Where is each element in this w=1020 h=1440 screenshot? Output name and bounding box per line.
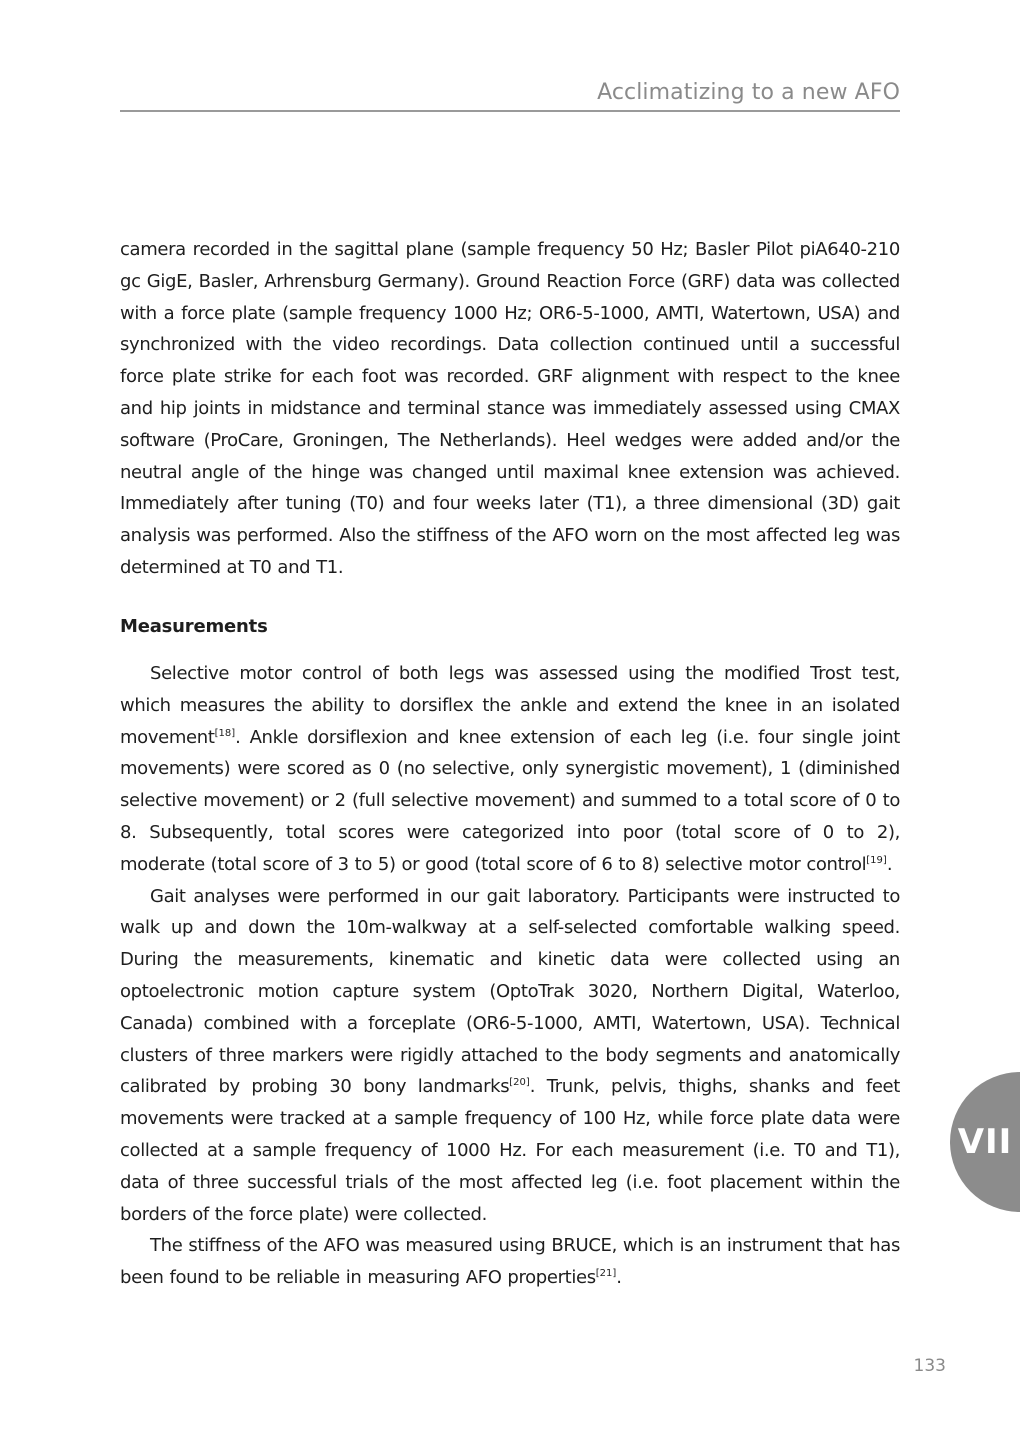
paragraph-text: The stiffness of the AFO was measured using BRUCE, which is an instrument that has been found to be reliable in measuring AFO properties xyxy=(120,1235,900,1289)
paragraph-text: . Trunk, pelvis, thighs, shanks and feet movements were tracked at a sample frequency of 100 Hz, while force plate data were collected at a sample frequency of 1000 Hz. For each measurement (i.e. T0 and T1), data of three successful trials of the most affected leg (i.e. foot placement within the borders of the force plate) were collected. xyxy=(120,1076,900,1225)
paragraph-text: . Ankle dorsiflexion and knee extension of each leg (i.e. four single joint movements) were scored as 0 (no selective, only synergistic movement), 1 (diminished selective movement) or 2 (full selective movement) and summed to a total score of 0 to 8. Subsequently, total scores were categorized into poor (total score of 0 to 2), moderate (total score of 3 to 5) or good (total score of 6 to 8) selective motor control xyxy=(120,726,900,875)
citation-ref: [20] xyxy=(509,1077,530,1089)
running-head: Acclimatizing to a new AFO xyxy=(597,80,900,105)
paragraph-text: camera recorded in the sagittal plane (sample frequency 50 Hz; Basler Pilot piA640-210 gc GigE, Basler, Arhrensburg Germany). Ground Reaction Force (GRF) data was collected with a force plate (sample frequency 1000 Hz; OR6-5-1000, AMTI, Watertown, USA) and synchronized with the video recordings. Data collection continued until a successful force plate strike for each foot was recorded. GRF alignment with respect to the knee and hip joints in midstance and terminal stance was immediately assessed using CMAX software (ProCare, Groningen, The Netherlands). Heel wedges were added and/or the neutral angle of the hinge was changed until maximal knee extension was achieved. Immediately after tuning (T0) and four weeks later (T1), a three dimensional (3D) gait analysis was performed. Also the stiffness of the AFO worn on the most affected leg was determined at T0 and T1. xyxy=(120,239,900,578)
page-number: 133 xyxy=(913,1356,946,1376)
citation-ref: [19] xyxy=(866,854,887,866)
paragraph-text: Selective motor control of both legs was assessed using the modified Trost test, which measures the ability to dorsiflex the ankle and extend the knee in an isolated movement xyxy=(120,663,900,748)
section-body xyxy=(120,658,900,1294)
body-paragraph-4 xyxy=(120,1230,900,1294)
body-paragraph-2 xyxy=(120,658,900,881)
citation-ref: [21] xyxy=(595,1268,617,1280)
header-rule xyxy=(120,110,900,112)
paragraph-text: Gait analyses were performed in our gait laboratory. Participants were instructed to walk up and down the 10m-walkway at a self-selected comfortable walking speed. During the measurements, kinematic and kinetic data were collected using an optoelectronic motion capture system (OptoTrak 3020, Northern Digital, Waterloo, Canada) combined with a forceplate (OR6-5-1000, AMTI, Watertown, USA). Technical clusters of three markers were rigidly attached to the body segments and anatomically calibrated by probing 30 bony landmarks xyxy=(120,885,900,1098)
citation-ref: [18] xyxy=(214,727,236,739)
chapter-tab-label: VII xyxy=(957,1122,1013,1162)
section-heading: Measurements xyxy=(120,616,268,637)
body-paragraph-1 xyxy=(120,234,900,584)
paragraph-text: . xyxy=(886,853,893,875)
body-paragraph-3 xyxy=(120,881,900,1231)
paragraph-text: . xyxy=(616,1267,622,1289)
